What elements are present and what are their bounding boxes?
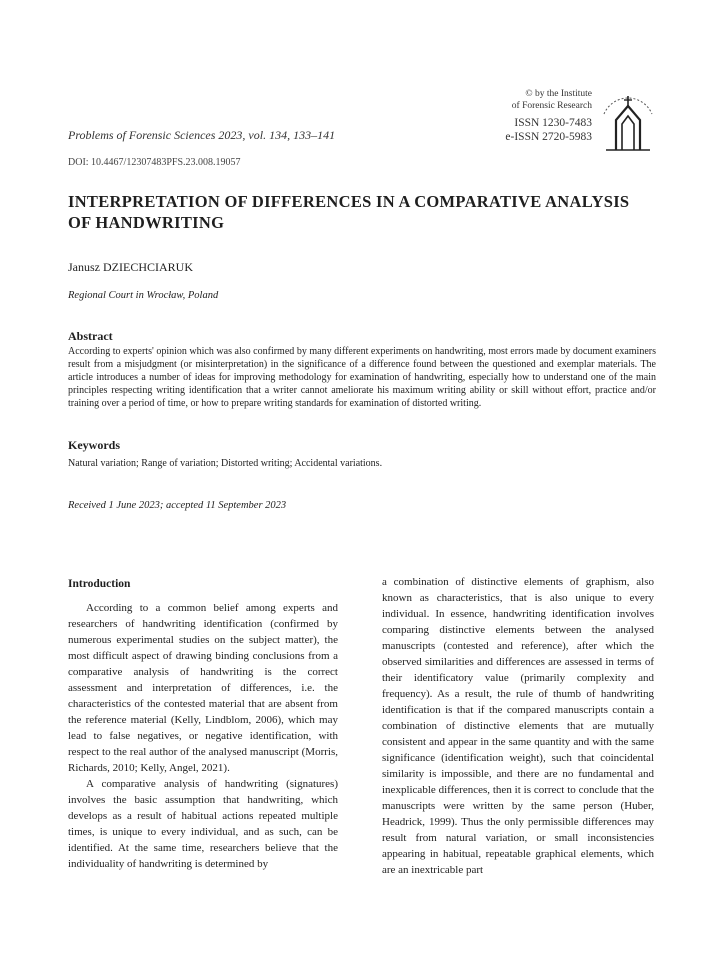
paragraph: According to a common belief among experts and researchers of handwriting identification (confirmed by numerous experimental studies on the subject matter), the most difficult aspect of drawing binding conclusions from a comparative analysis of handwriting is the correct assessment and interpretation of differences, i.e. the characteristics of the contested material that are absent from the reference material (Kelly, Lindblom, 2006), which may lead to false negatives, or negative identification, with respect to the real author of the analysed manuscript (Morris, Richards, 2010; Kelly, Angel, 2021).: [68, 602, 338, 774]
issn: ISSN 1230-7483: [514, 117, 592, 129]
journal-citation: Problems of Forensic Sciences 2023, vol. 134, 133–141: [68, 128, 336, 142]
copyright-line-2: of Forensic Research: [511, 101, 592, 111]
keywords: Natural variation; Range of variation; Distorted writing; Accidental variations.: [68, 458, 383, 469]
section-heading-introduction: Introduction: [68, 578, 131, 590]
abstract-text: According to experts' opinion which was also confirmed by many different experiments on handwriting, most errors made by document examiners result from a misjudgment (or misinterpretation) in the significance of a difference found between the questioned and exemplar materials. The article introduces a number of ideas for improving methodology for examination of handwriting, especially how to understand one of the main principles respecting writing identification that a writer cannot ameliorate his maximum writing ability or skill without effort, practice and/or training over a period of time, or how to prepare writing standards for examination of distorted writing.: [68, 346, 656, 409]
eissn: e-ISSN 2720-5983: [505, 131, 592, 143]
issn-block: [505, 116, 592, 144]
right-column: [382, 574, 654, 878]
copyright-notice: [512, 88, 592, 112]
keywords-heading: Keywords: [68, 438, 120, 452]
author: Janusz DZIECHCIARUK: [68, 260, 193, 274]
left-column: [68, 576, 338, 872]
copyright-line-1: © by the Institute: [525, 89, 592, 99]
article-title: INTERPRETATION OF DIFFERENCES IN A COMPARATIVE ANALYSIS OF HANDWRITING: [68, 192, 630, 232]
affiliation: Regional Court in Wrocław, Poland: [68, 290, 219, 301]
abstract-heading: Abstract: [68, 329, 113, 343]
paragraph: A comparative analysis of handwriting (signatures) involves the basic assumption that handwriting, which develops as a result of habitual actions repeated multiple times, is unique to every individual, and as such, can be identified. At the same time, researchers believe that the individuality of handwriting is determined by: [68, 778, 338, 870]
doi: DOI: 10.4467/12307483PFS.23.008.19057: [68, 157, 241, 168]
institute-logo-icon: [598, 84, 658, 154]
received-dates: Received 1 June 2023; accepted 11 September 2023: [68, 500, 287, 511]
paragraph: a combination of distinctive elements of graphism, also known as characteristics, that is also unique to every individual. In essence, handwriting identification involves comparing distinctive elements between the analysed manuscripts (contested and reference), after which the observed similarities and differences are assessed in terms of their identificatory value (primarily complexity and frequency). As a result, the rule of thumb of handwriting identification is that if the compared manuscripts contain a combination of distinctive elements that are mutually consistent and appear in the same quantity and with the same significance (identification weight), such that coincidental similarity is impossible, and there are no fundamental and inexplicable differences, then it is correct to conclude that the manuscripts were written by the same person (Huber, Headrick, 1999). Thus the only permissible differences may result from natural variation, or small inconsistencies appearing in habitual, repeatable graphical elements, which are an inextricable part: [382, 576, 654, 876]
